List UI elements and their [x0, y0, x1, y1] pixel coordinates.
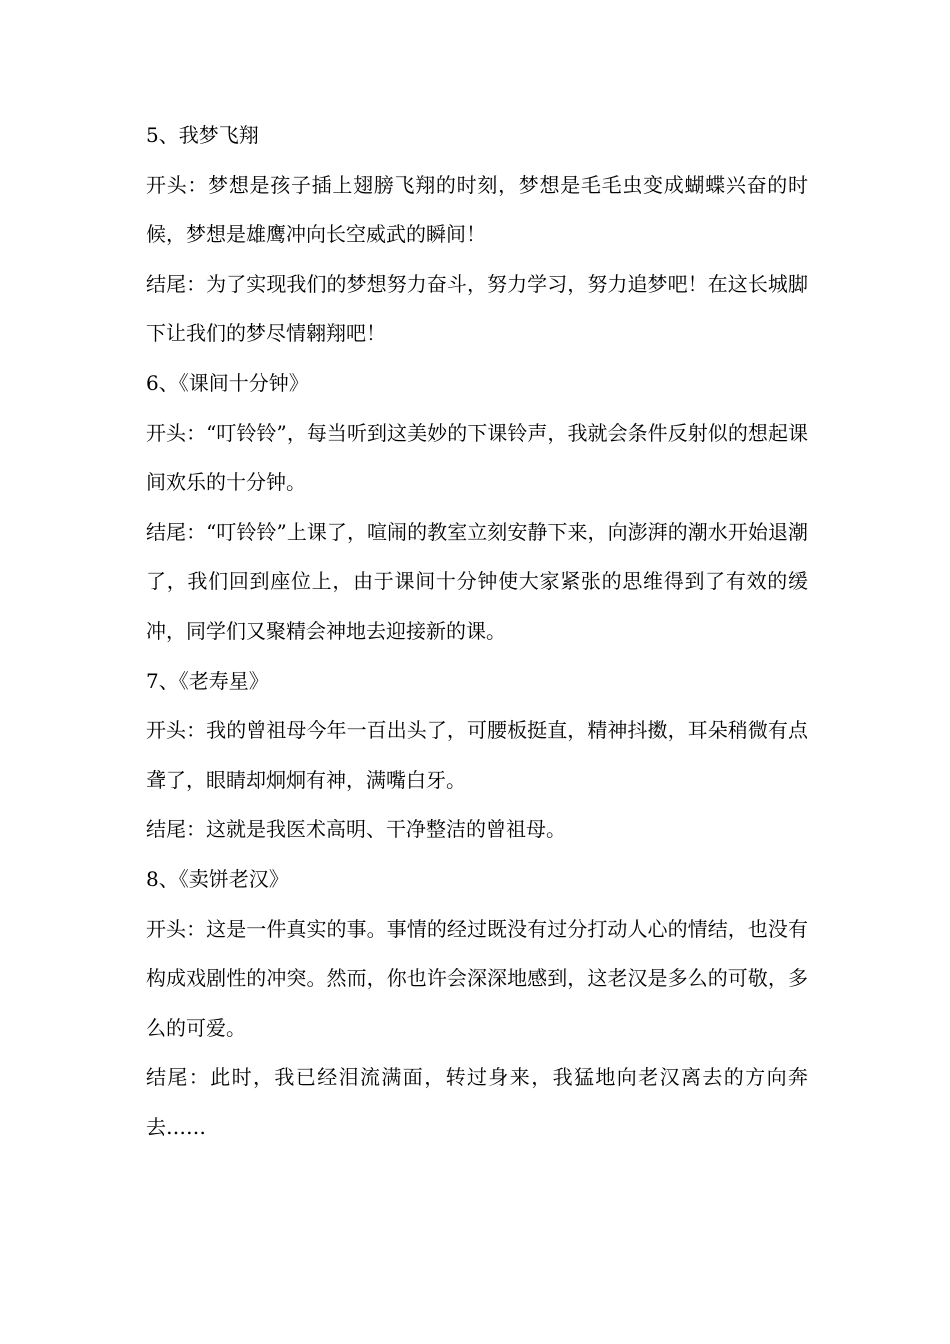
section-6-ending: 结尾：“叮铃铃”上课了，喧闹的教室立刻安静下来，向澎湃的潮水开始退潮了，我们回到座位上，由于课间十分钟使大家紧张的思维得到了有效的缓冲，同学们又聚精会神地去迎接新的课。 — [146, 519, 808, 643]
section-5-opening: 开头：梦想是孩子插上翅膀飞翔的时刻，梦想是毛毛虫变成蝴蝶兴奋的时候，梦想是雄鹰冲向长空威武的瞬间！ — [146, 172, 808, 247]
section-8-opening: 开头：这是一件真实的事。事情的经过既没有过分打动人心的情结，也没有构成戏剧性的冲突。然而，你也许会深深地感到，这老汉是多么的可敬，多么的可爱。 — [146, 916, 808, 1040]
section-5-title: 5、我梦飞翔 — [146, 123, 259, 147]
section-7-title: 7、《老寿星》 — [146, 668, 269, 693]
section-6-title: 6、《课间十分钟》 — [146, 370, 309, 395]
section-7-opening: 开头：我的曾祖母今年一百出头了，可腰板挺直，精神抖擞，耳朵稍微有点聋了，眼睛却炯炯有神，满嘴白牙。 — [146, 718, 808, 792]
section-8-ending: 结尾：此时，我已经泪流满面，转过身来，我猛地向老汉离去的方向奔去…… — [146, 1065, 808, 1139]
document-page — [146, 111, 808, 1152]
section-7-ending: 结尾：这就是我医术高明、干净整洁的曾祖母。 — [146, 817, 566, 842]
section-8-title: 8、《卖饼老汉》 — [146, 866, 289, 891]
section-6-opening: 开头：“叮铃铃”，每当听到这美妙的下课铃声，我就会条件反射似的想起课间欢乐的十分钟。 — [146, 420, 808, 495]
section-5-ending: 结尾：为了实现我们的梦想努力奋斗，努力学习，努力追梦吧！在这长城脚下让我们的梦尽情翱翔吧！ — [146, 271, 808, 346]
